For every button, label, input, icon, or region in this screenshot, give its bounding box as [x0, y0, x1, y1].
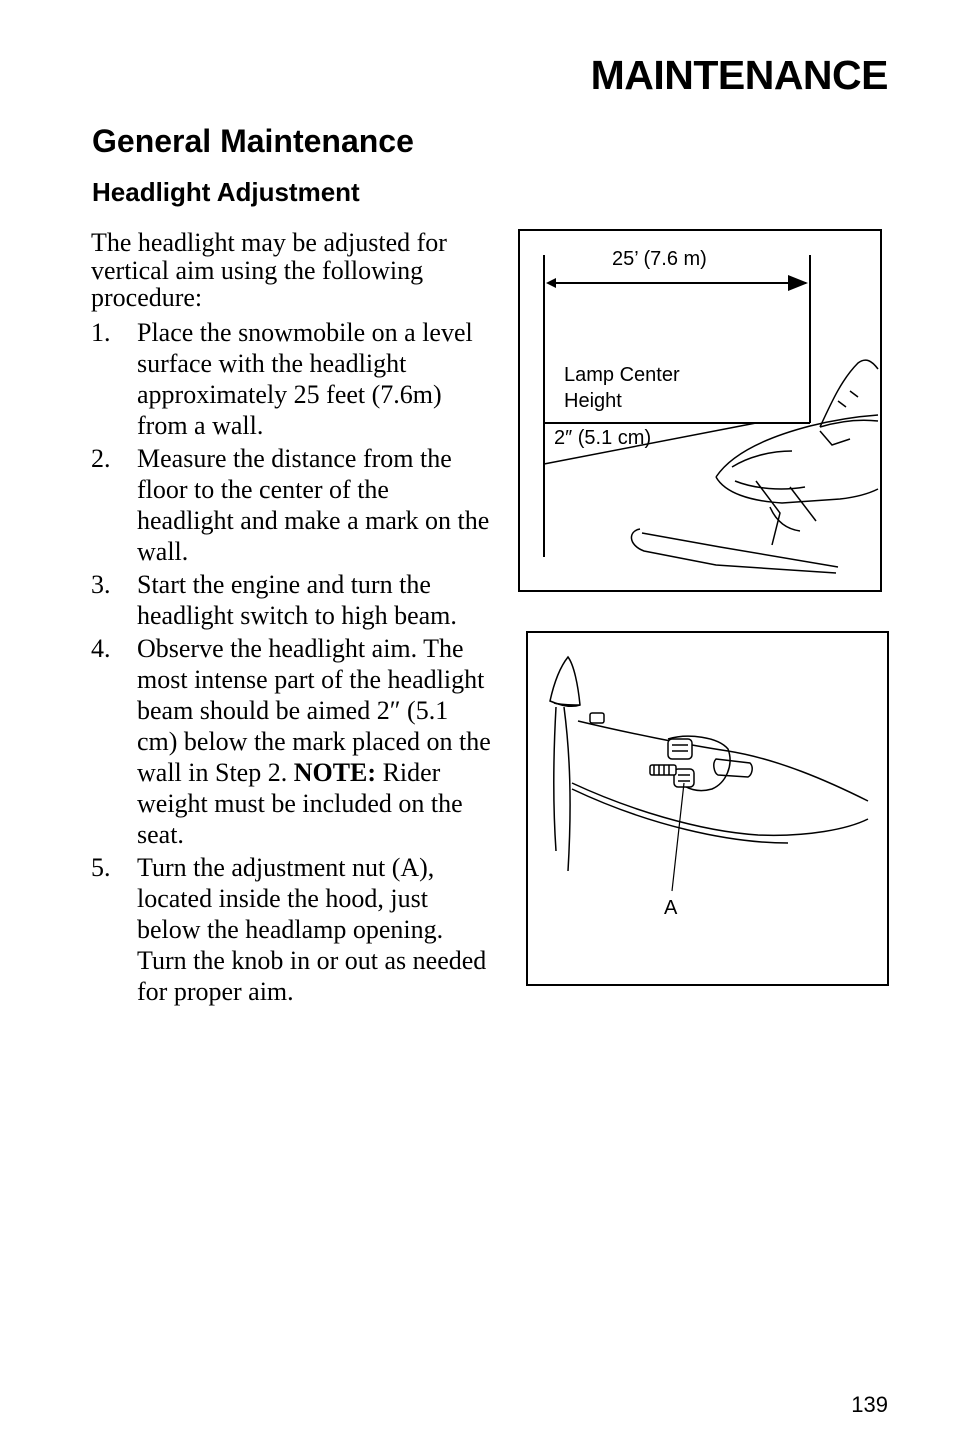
- step-text: Measure the distance from the floor to the center of the headlight and make a mark on the wall.: [137, 444, 490, 566]
- step-item: [91, 569, 491, 631]
- chapter-title: MAINTENANCE: [590, 52, 888, 98]
- step-item: [91, 317, 491, 441]
- procedure-steps: [91, 317, 491, 1009]
- hood-outline: [550, 657, 868, 871]
- lamp-center-label: Lamp Center: [564, 364, 680, 386]
- step-item: [91, 633, 491, 850]
- step-text: Start the engine and turn the headlight switch to high beam.: [137, 570, 457, 630]
- step-text: Place the snowmobile on a level surface with the headlight approximately 25 feet (7.6m) from a wall.: [137, 318, 473, 440]
- adjustment-nut-figure: [526, 631, 889, 986]
- headlight-aim-figure: [518, 229, 882, 592]
- adjustment-nut-icon: [650, 739, 694, 787]
- callout-label-a: A: [664, 897, 678, 919]
- step-text: Turn the adjustment nut (A), located inside the hood, just below the headlamp opening. Turn the knob in or out as needed for proper aim.: [137, 853, 487, 1006]
- lamp-center-label-line2: Height: [564, 390, 622, 412]
- step-number: 1.: [91, 318, 111, 347]
- page-number: 139: [851, 1392, 888, 1417]
- step-number: 4.: [91, 634, 111, 663]
- step-number: 3.: [91, 570, 111, 599]
- section-title: General Maintenance: [92, 123, 414, 159]
- offset-label: 2″ (5.1 cm): [554, 427, 652, 449]
- adjustment-nut-illustration: [528, 633, 887, 984]
- snowmobile-icon: [631, 360, 878, 573]
- note-text: Rider weight must be included on the seat.: [137, 758, 463, 849]
- step-text: Observe the headlight aim. The most intense part of the headlight beam should be aimed 2″ (5.1 cm) below the mark placed on the wall in Step 2.: [137, 634, 491, 787]
- distance-label: 25’ (7.6 m): [612, 248, 707, 270]
- step-number: 2.: [91, 444, 111, 473]
- intro-paragraph: The headlight may be adjusted for vertical aim using the following procedure:: [91, 228, 447, 312]
- note-label: NOTE:: [293, 758, 377, 787]
- step-number: 5.: [91, 853, 111, 882]
- step-item: [91, 852, 491, 1007]
- subsection-title: Headlight Adjustment: [92, 177, 360, 207]
- step-item: [91, 443, 491, 567]
- callout-leader-line: [672, 783, 684, 891]
